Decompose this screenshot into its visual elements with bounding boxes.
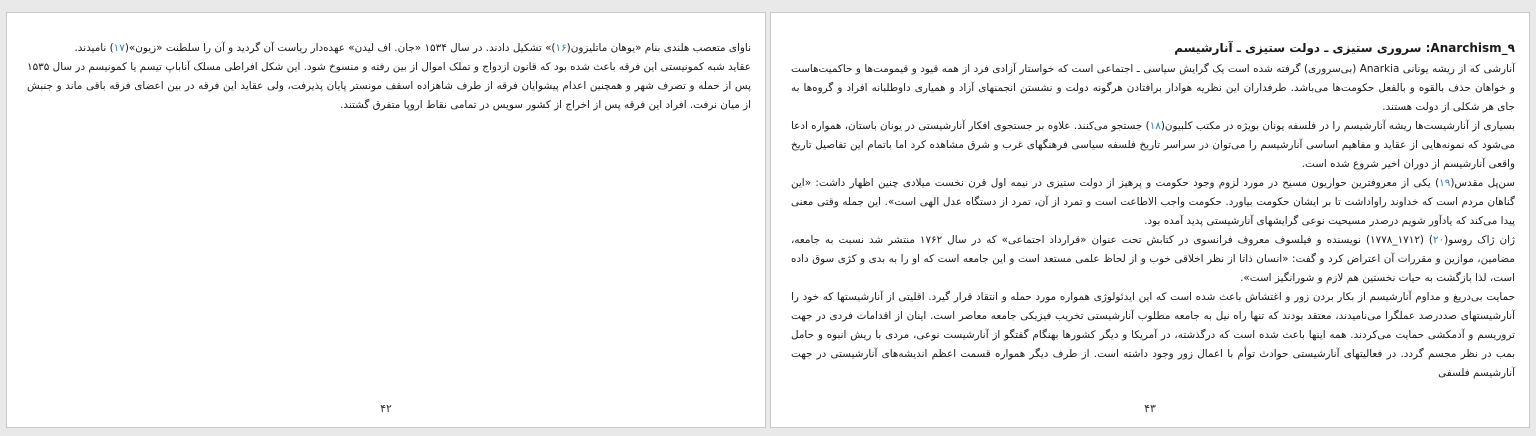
paragraph-text: ژان ژاک روسو( [1444, 234, 1515, 246]
paragraph-text: ) جستجو می‌کنند. علاوه بر جستجوی افکار آنارشیستی در یونان باستان، همواره ادعا می‌شود که نمونه‌هایی از عقاید و مفاهیم اساسی آنارشیسم را می‌توان در سراسر تاریخ فلسفه سیاسی فرهنگهای غرب و شرق مشاهده کرد اما باتمام این تفاصیل تاریخ واقعی آنارشیسم از دوران اخیر شروع شده است. [791, 120, 1515, 170]
paragraph-text: حمایت بی‌دریغ و مداوم آنارشیسم از بکار بردن زور و اغتشاش باعث شده است که این ایدئولوژی همواره مورد حمله و انتقاد قرار گیرد. اقلیتی از آنارشیستها که خود را آنارشیستهای صددرصد عملگرا می‌نامیدند، معتقد بودند که تنها راه نیل به جامعه مطلوب آنارشیستی تخریب فیزیکی جامعه معاصر است. اینان از اقدامات فردی در جهت تروریسم و آدمکشی حمایت می‌کردند. همه اینها باعث شده است که درگذشته، در آمریکا و دیگر کشورها بهنگام گفتگو از آنارشیست نوعی، مردی با ریش انبوه و حامل بمب در نظر مجسم گردد. در فعالیتهای آنارشیستی حوادث توأم با اعمال زور وجود داشته است. از طرف دیگر همواره قسمت اعظم اندیشه‌های آنارشیستی در جهت آنارشیسم فلسفی [791, 291, 1515, 379]
heading-title: : سروری ستیزی ـ دولت ستیزی ـ آنارشیسم [1174, 41, 1431, 55]
footnote-reference[interactable]: ۱۸ [1149, 120, 1161, 132]
page-number-left: ۴۲ [380, 402, 392, 415]
paragraph-text: ) نامیدند. [74, 42, 114, 54]
paragraph [791, 174, 1515, 231]
paragraph [27, 58, 751, 115]
paragraph [791, 117, 1515, 174]
footnote-reference[interactable]: ۱۹ [1439, 177, 1451, 189]
page-number-right: ۴۳ [1144, 402, 1156, 415]
page-left-content [27, 39, 751, 115]
footnote-reference[interactable]: ۲۰ [1432, 234, 1445, 246]
paragraph [791, 60, 1515, 117]
page-right-content [791, 39, 1515, 383]
footnote-reference[interactable]: ۱۶ [555, 42, 567, 54]
paragraph-text: )» تشکیل دادند. در سال ۱۵۳۴ «جان. اف لیدن» عهده‌دار ریاست آن گردید و آن را سلطنت «زیون»( [124, 42, 556, 54]
footnote-reference[interactable]: ۱۷ [113, 42, 125, 54]
page-left [6, 12, 766, 428]
heading-latin-term: Anarchism [1430, 41, 1502, 55]
paragraph-text: ) (۱۷۱۲_۱۷۷۸) نویسنده و فیلسوف معروف فرانسوی در کتابش تحت عنوان «قرارداد اجتماعی» که در سال ۱۷۶۲ منتشر شد نسبت به جامعه، مضامین، موازین و مقررات آن اعتراض کرد و گفت: «انسان ذاتا از نظر اخلاقی خوب و از لحاظ علمی مستعد است و این جامعه است که او را به بدی و کژی سوق داده است، لذا بازگشت به حیات نخستین هم لازم و شورانگیز است». [791, 234, 1515, 284]
paragraph-text: عقاید شبه کمونیستی این فرقه باعث شده بود که قانون ازدواج و تملک اموال از بین رفته و منسوخ شود. این شکل افراطی مسلک آناباپ تیسم یا کمونیسم در سال ۱۵۳۵ پس از حمله و تصرف شهر و همچنین اعدام پیشوایان فرقه از طرف شاهزاده اسقف مونستر پایان پذیرفت، ولی عقاید این فرقه در بین اعضای فرقه باقی ماند و جنبش از میان نرفت. افراد این فرقه پس از اخراج از کشور سویس در تمامی نقاط اروپا متفرق گشتند. [27, 61, 751, 111]
right-body [791, 60, 1515, 383]
paragraph [27, 39, 751, 58]
paragraph-text: ناوای متعصب هلندی بنام «یوهان ماتلیزون( [566, 42, 751, 54]
paragraph [791, 231, 1515, 288]
paragraph-text: بسیاری از آنارشیست‌ها ریشه آنارشیسم را در فلسفه یونان بویژه در مکتب کلبیون( [1160, 120, 1515, 132]
heading-number: ۹_ [1501, 41, 1515, 55]
paragraph-text: آنارشی که از ریشه یونانی Anarkia (بی‌سروری) گرفته شده است یک گرایش سیاسی ـ اجتماعی است که خواستار آزادی فرد از همه قیود و قیمومت‌ها و حاکمیت‌هاست و خواهان حذف بالقوه و بالفعل حکومت‌ها می‌باشد. طرفداران این نظریه هوادار برافتادن هرگونه دولت و نشستن انجمنهای آزاد و همیاری داوطلبانه افراد و گروه‌ها به جای هر شکلی از دولت هستند. [791, 63, 1515, 113]
section-heading [791, 39, 1515, 57]
paragraph-text: ) یکی از معروفترین حواریون مسیح در مورد لزوم وجود حکومت و پرهیز از دولت ستیزی در نیمه اول قرن نخست میلادی چنین اظهار داشت: «این گناهان مردم است که خداوند راواداشت تا بر ایشان حکومت بیاورد. حکومت واجب الاطاعت است و تمرد از آن، تمرد از دستگاه عدل الهی است». این جمله وقتی معنی پیدا می‌کند که یادآور شویم درصدر مسیحیت نوعی گرایشهای آنارشیستی پدید آمده بود. [791, 177, 1515, 227]
paragraph [791, 288, 1515, 383]
paragraph-text: سن‌پل مقدس( [1450, 177, 1515, 189]
page-right [770, 12, 1530, 428]
